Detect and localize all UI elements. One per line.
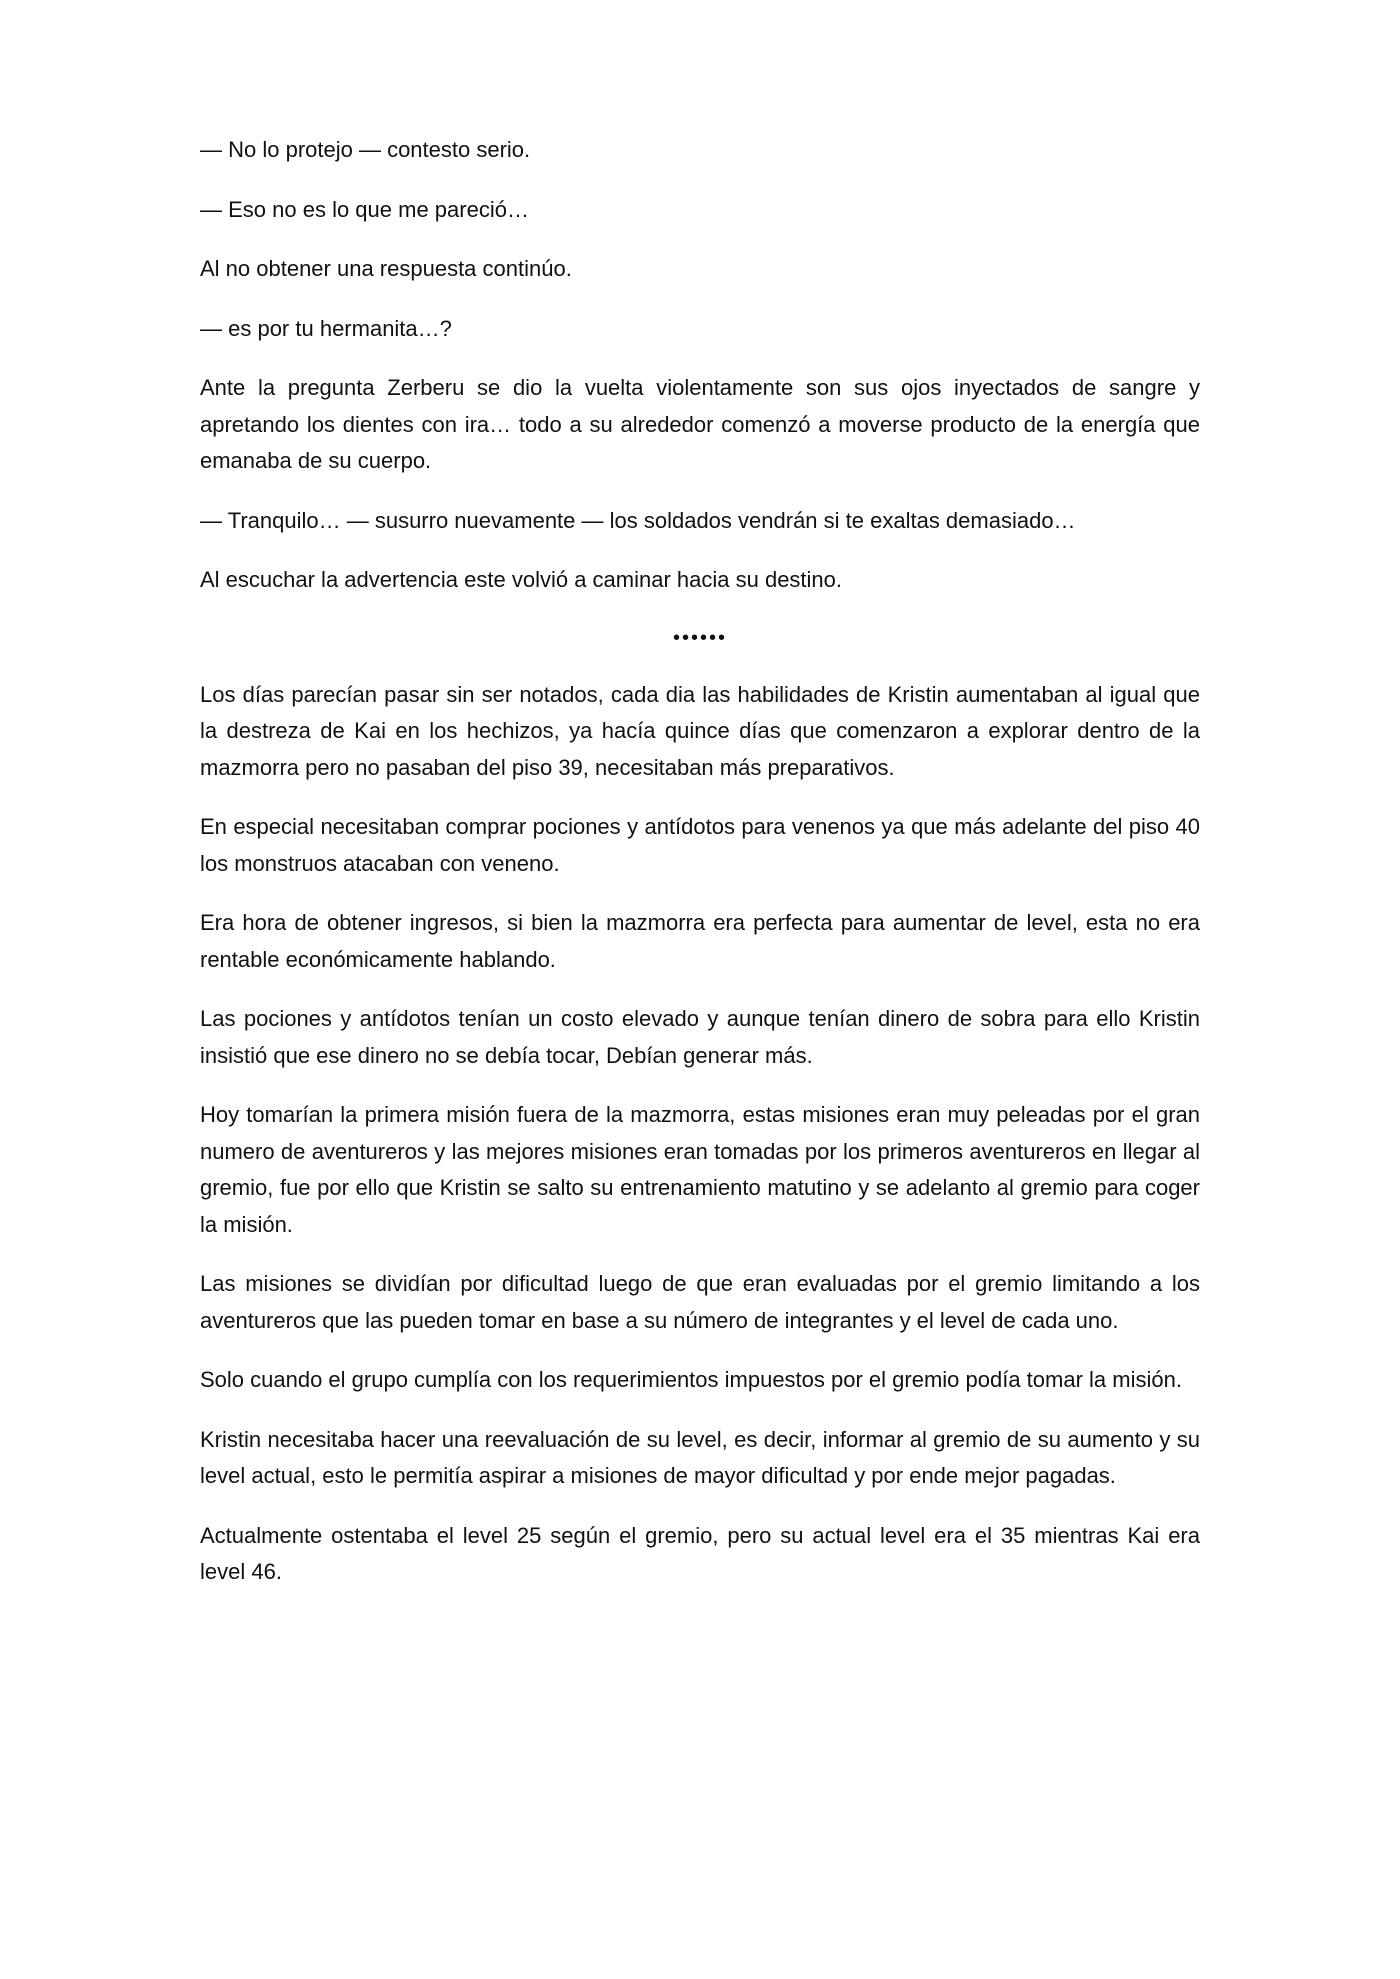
paragraph: Kristin necesitaba hacer una reevaluación de su level, es decir, informar al gremio de su aumento y su level actual, esto le permitía aspirar a misiones de mayor dificultad y por ende mejor pagadas.: [200, 1426, 1200, 1488]
paragraph: Las pociones y antídotos tenían un costo elevado y aunque tenían dinero de sobra para ello Kristin insistió que ese dinero no se debía tocar, Debían generar más.: [200, 1006, 1200, 1068]
paragraph: Los días parecían pasar sin ser notados, cada dia las habilidades de Kristin aumentaban al igual que la destreza de Kai en los hechizos, ya hacía quince días que comenzaron a explorar dentro de la mazmorra pero no pasaban del piso 39, necesitaban más preparativos.: [200, 681, 1200, 780]
document-body: [200, 132, 1200, 1614]
paragraph: — Eso no es lo que me pareció…: [200, 196, 529, 222]
paragraph: Las misiones se dividían por dificultad luego de que eran evaluadas por el gremio limitando a los aventureros que las pueden tomar en base a su número de integrantes y el level de cada uno.: [200, 1271, 1200, 1333]
paragraph: — es por tu hermanita…?: [200, 315, 452, 341]
paragraph: En especial necesitaban comprar pociones y antídotos para venenos ya que más adelante del piso 40 los monstruos atacaban con veneno.: [200, 814, 1200, 876]
paragraph: — Tranquilo… — susurro nuevamente — los soldados vendrán si te exaltas demasiado…: [200, 507, 1076, 533]
paragraph: Al escuchar la advertencia este volvió a caminar hacia su destino.: [200, 567, 843, 592]
paragraph: — No lo protejo — contesto serio.: [200, 137, 531, 162]
scene-separator: ••••••: [672, 626, 727, 649]
paragraph: Ante la pregunta Zerberu se dio la vuelta violentamente son sus ojos inyectados de sangre y apretando los dientes con ira… todo a su alrededor comenzó a moverse producto de la energía que emanaba de su cuerpo.: [200, 375, 1200, 473]
paragraph: Solo cuando el grupo cumplía con los requerimientos impuestos por el gremio podía tomar la misión.: [200, 1367, 1182, 1392]
paragraph: Hoy tomarían la primera misión fuera de la mazmorra, estas misiones eran muy peleadas por el gran numero de aventureros y las mejores misiones eran tomadas por los primeros aventureros en llegar al gremio, fue por ello que Kristin se salto su entrenamiento matutino y se adelanto al gremio para coger la misión.: [200, 1102, 1200, 1237]
paragraph: Era hora de obtener ingresos, si bien la mazmorra era perfecta para aumentar de level, esta no era rentable económicamente hablando.: [200, 910, 1200, 972]
paragraph: Actualmente ostentaba el level 25 según el gremio, pero su actual level era el 35 mientras Kai era level 46.: [200, 1522, 1200, 1584]
paragraph: Al no obtener una respuesta continúo.: [200, 256, 572, 281]
